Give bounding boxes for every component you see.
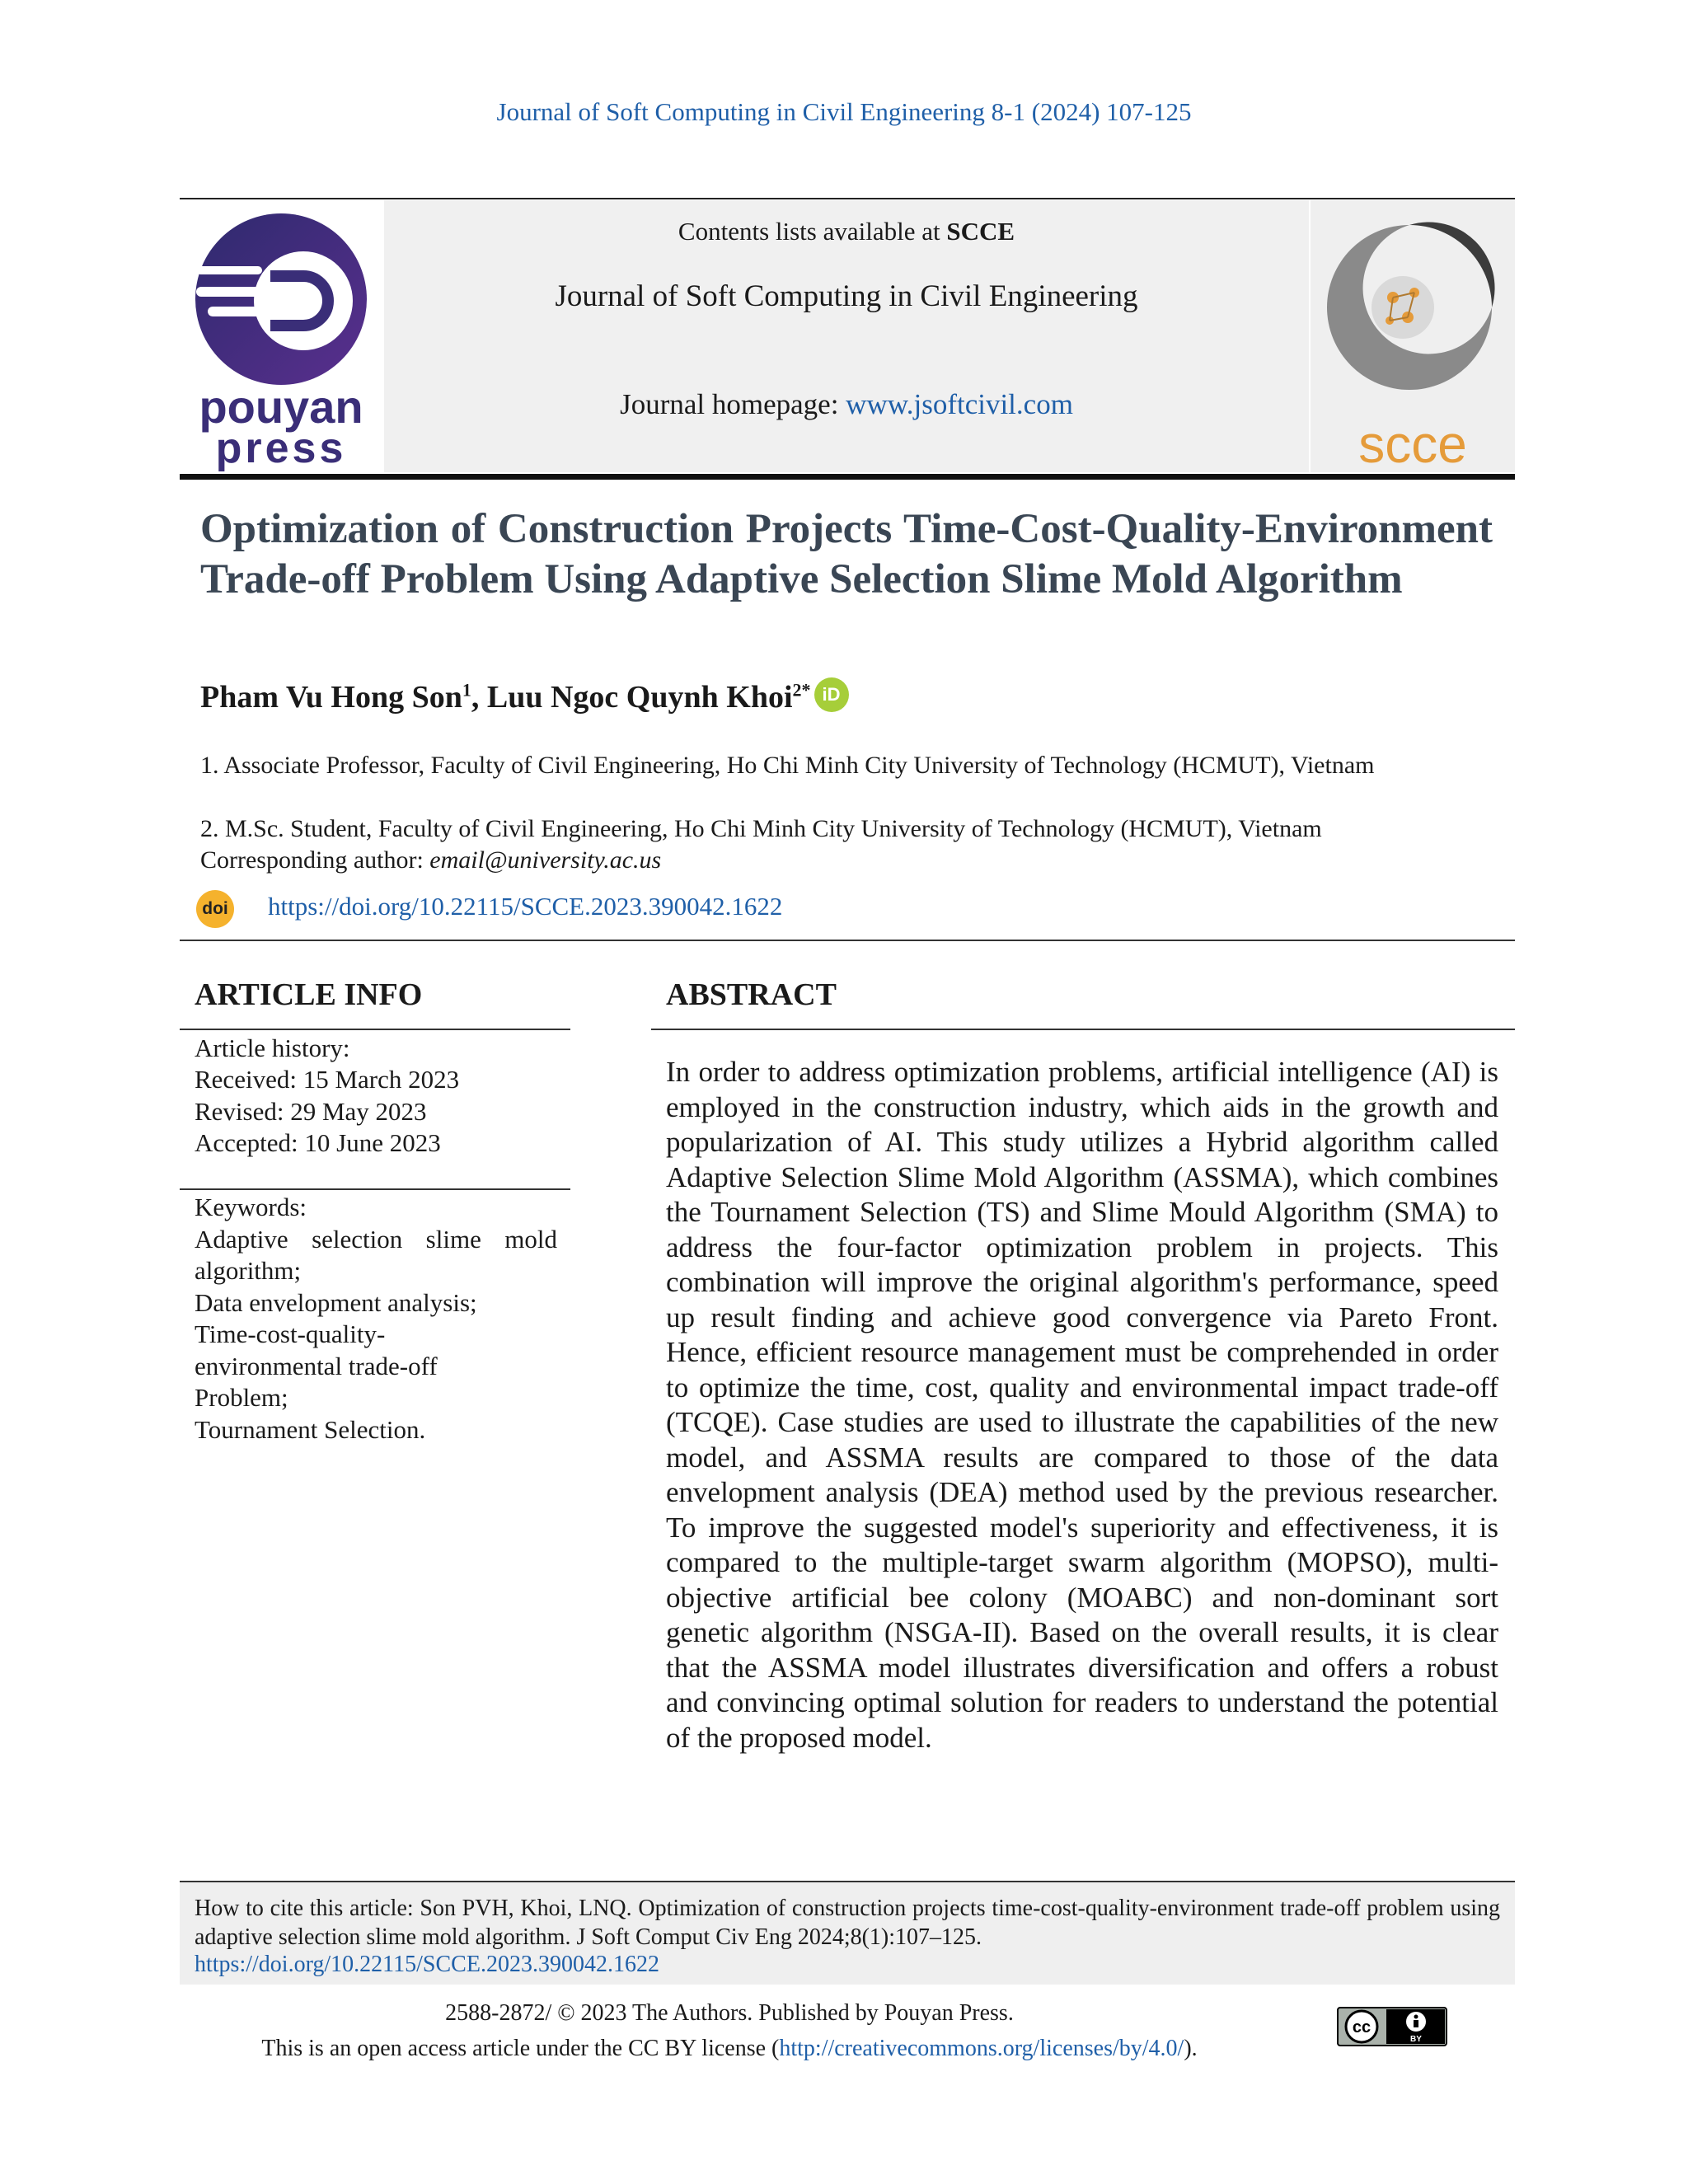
citation-doi-link[interactable]: https://doi.org/10.22115/SCCE.2023.390042.1622	[195, 1952, 659, 1977]
author-separator: ,	[471, 680, 487, 715]
cc-badge-text: BY	[1410, 2035, 1422, 2044]
affiliation-1: 1. Associate Professor, Faculty of Civil Engineering, Ho Chi Minh City University of Technology (HCMUT), Vietnam	[200, 752, 1375, 779]
publisher-logo-line-1: pouyan	[199, 381, 363, 433]
author-name: Pham Vu Hong Son	[200, 680, 462, 715]
svg-text:cc: cc	[1352, 2018, 1372, 2036]
revised-date: Revised: 29 May 2023	[195, 1097, 427, 1126]
journal-homepage	[384, 388, 1309, 421]
scce-logo-icon	[1311, 200, 1515, 472]
corresponding-author	[200, 845, 1493, 876]
corresponding-email[interactable]: email@university.ac.us	[429, 846, 662, 874]
copyright-notice: 2588-2872/ © 2023 The Authors. Published by Pouyan Press.	[445, 2000, 1014, 2026]
keywords-rule	[180, 1188, 570, 1190]
doi-icon: doi	[196, 890, 234, 928]
abstract-rule	[651, 1029, 1515, 1030]
author-affiliation-marker: 1	[462, 679, 471, 701]
homepage-label: Journal homepage:	[620, 388, 839, 420]
paper-title: Optimization of Construction Projects Time-Cost-Quality-Environment Trade-off Problem Using Adaptive Selection Slime Mold Algorithm	[200, 506, 1493, 602]
abstract-heading: ABSTRACT	[666, 977, 837, 1012]
running-head: Journal of Soft Computing in Civil Engineering 8-1 (2024) 107-125	[496, 97, 1192, 126]
article-history-label: Article history:	[195, 1033, 350, 1062]
author-affiliation-marker: 2*	[792, 679, 811, 701]
doi-link[interactable]: https://doi.org/10.22115/SCCE.2023.390042.1622	[268, 892, 783, 921]
keywords-block	[195, 1192, 557, 1446]
orcid-icon[interactable]: iD	[814, 677, 849, 712]
header-divider	[180, 940, 1515, 941]
journal-banner	[180, 200, 1515, 472]
citation-text: How to cite this article: Son PVH, Khoi, LNQ. Optimization of construction projects time-cost-quality-environment trade-off problem using adaptive selection slime mold algorithm. J Soft Comput Civ Eng 2024;8(1):107–125.	[195, 1896, 1500, 1950]
homepage-link[interactable]: www.jsoftcivil.com	[846, 388, 1073, 420]
contents-availability	[384, 217, 1309, 246]
affiliation-2: 2. M.Sc. Student, Faculty of Civil Engineering, Ho Chi Minh City University of Technology (HCMUT), Vietnam	[200, 815, 1322, 842]
keyword-item: Time-cost-quality-environmental trade-off Problem;	[195, 1319, 438, 1412]
banner-top-rule	[180, 198, 1515, 199]
keywords-label: Keywords:	[195, 1193, 307, 1221]
banner-center	[384, 200, 1309, 472]
cc-by-icon	[1337, 2007, 1447, 2046]
cc-by-badge[interactable]	[1337, 2007, 1447, 2046]
keyword-item: Data envelopment analysis;	[195, 1287, 477, 1317]
license-link[interactable]: http://creativecommons.org/licenses/by/4.0/	[779, 2036, 1184, 2061]
license-notice	[0, 2036, 1459, 2062]
pouyan-press-logo-icon	[180, 200, 382, 472]
banner-bottom-rule	[180, 474, 1515, 480]
contents-prefix: Contents lists available at	[678, 217, 940, 246]
accepted-date: Accepted: 10 June 2023	[195, 1128, 441, 1157]
corresponding-label: Corresponding author:	[200, 846, 424, 874]
article-info-rule	[180, 1029, 570, 1030]
license-prefix: This is an open access article under the CC BY license (	[261, 2036, 780, 2061]
license-suffix: ).	[1184, 2036, 1198, 2061]
journal-logo-text: scce	[1358, 415, 1467, 472]
author-name: Luu Ngoc Quynh Khoi	[486, 680, 793, 715]
keyword-item: Adaptive selection slime mold algorithm;	[195, 1224, 557, 1285]
author-list	[200, 677, 849, 715]
journal-name: Journal of Soft Computing in Civil Engineering	[555, 279, 1138, 313]
publisher-logo-line-2: press	[215, 424, 347, 472]
pouyan-press-logo	[180, 200, 382, 472]
contents-source: SCCE	[946, 217, 1015, 246]
scce-logo	[1311, 200, 1515, 472]
keyword-item: Tournament Selection.	[195, 1414, 426, 1444]
article-info-heading: ARTICLE INFO	[195, 977, 423, 1012]
abstract-body: In order to address optimization problems, artificial intelligence (AI) is employed in the construction industry, which aids in the growth and popularization of AI. This study utilizes a Hybrid algorithm called Adaptive Selection Slime Mold Algorithm (ASSMA), which combines the Tournament Selection (TS) and Slime Mould Algorithm (SMA) to address the four-factor optimization problem in projects. This combination will improve the original algorithm's performance, speed up result finding and achieve good convergence via Pareto Front. Hence, efficient resource management must be comprehended in order to optimize the time, cost, quality and environmental impact trade-off (TCQE). Case studies are used to illustrate the capabilities of the new model, and ASSMA results are compared to those of the data envelopment analysis (DEA) method used by the previous researcher. To improve the suggested model's superiority and effectiveness, it is compared to the multiple-target swarm algorithm (MOPSO), multi-objective artificial bee colony (MOABC) and non-dominant sort genetic algorithm (NSGA-II). Based on the overall results, it is clear that the ASSMA model illustrates diversification and offers a robust and convincing optimal solution for readers to understand the potential of the proposed model.	[666, 1056, 1498, 1754]
received-date: Received: 15 March 2023	[195, 1065, 460, 1094]
